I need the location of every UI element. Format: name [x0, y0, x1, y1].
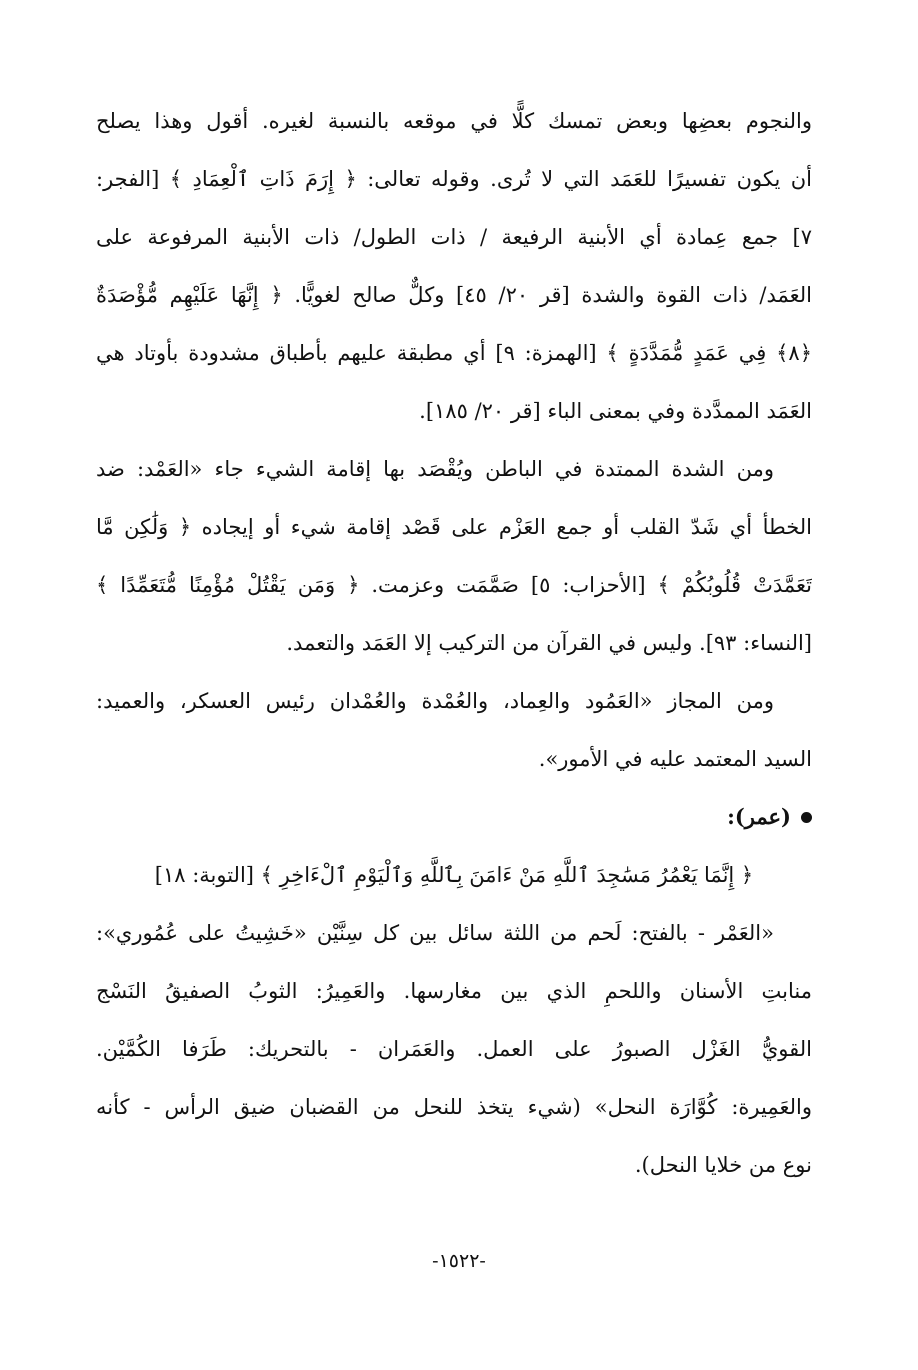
text-line: منابتِ الأسنان واللحمِ الذي بين مغارسها. والعَمِيرُ: الثوبُ الصفيقُ النَسْج [96, 979, 812, 1003]
entry-heading [96, 788, 812, 846]
text-line: ٧] جمع عِمادة أي الأبنية الرفيعة / ذات الطول/ ذات الأبنية المرفوعة على [96, 225, 812, 249]
page-number: -١٥٢٢- [432, 1250, 486, 1272]
page-body [96, 92, 812, 1194]
text-line: تَعَمَّدَتْ قُلُوبُكُمْ ﴾ [الأحزاب: ٥] صَمَّمَت وعزمت. ﴿ وَمَن يَقْتُلْ مُؤْمِنًا مُّتَعَمِّدًا ﴾ [96, 573, 812, 597]
text-line: الخطأ أي شَدّ القلب أو جمع العَزْم على قَصْد إقامة شيء أو إيجاده ﴿ وَلَٰكِن مَّا [96, 515, 812, 539]
definition-paragraph [96, 904, 812, 1194]
text-line: العَمَد الممدَّدة وفي بمعنى الباء [قر ٢٠/ ١٨٥]. [419, 399, 812, 423]
text-line: القويُّ الغَزْل الصبورُ على العمل. والعَمَران - بالتحريك: طَرَفا الكُمَّيْن. [96, 1037, 812, 1061]
text-line: ومن المجاز «العَمُود والعِماد، والعُمْدة والعُمْدان رئيس العسكر، والعميد: [96, 689, 774, 713]
paragraph-3 [96, 672, 812, 788]
text-line: السيد المعتمد عليه في الأمور». [538, 747, 812, 771]
quran-verse: ﴿ إِنَّمَا يَعْمُرُ مَسَٰجِدَ ٱللَّهِ مَنْ ءَامَنَ بِٱللَّهِ وَٱلْيَوْمِ ٱلْءَاخِرِ ﴾ [التوبة: ١٨] [154, 863, 754, 887]
text-line: والعَمِيرة: كُوَّارَة النحل» (شيء يتخذ للنحل من القضبان ضيق الرأس - كأنه [96, 1095, 812, 1119]
text-line: ﴿٨﴾ فِي عَمَدٍ مُّمَدَّدَةٍ ﴾ [الهمزة: ٩] أي مطبقة عليهم بأطباق مشدودة بأوتاد هي [96, 341, 812, 365]
entry-root: (عمر): [727, 804, 791, 829]
bullet-icon [801, 812, 812, 823]
text-line: العَمَد/ ذات القوة والشدة [قر ٢٠/ ٤٥] وكلٌّ صالح لغويًّا. ﴿ إِنَّهَا عَلَيْهِم مُّؤْصَدَةٌ [96, 283, 812, 307]
paragraph-2 [96, 440, 812, 672]
text-line: نوع من خلايا النحل). [634, 1153, 812, 1177]
text-line: «العَمْر - بالفتح: لَحم من اللثة سائل بين كل سِنَّيْن «خَشِيتُ على عُمُوري»: [96, 921, 774, 945]
text-line: أن يكون تفسيرًا للعَمَد التي لا تُرى. وقوله تعالى: ﴿ إِرَمَ ذَاتِ ٱلْعِمَادِ ﴾ [الفجر: [96, 167, 812, 191]
text-line: [النساء: ٩٣]. وليس في القرآن من التركيب إلا العَمَد والتعمد. [286, 631, 812, 655]
paragraph-1 [96, 92, 812, 440]
text-line: والنجوم بعضِها وبعض تمسك كلًّا في موقعه بالنسبة لغيره. أقول وهذا يصلح [96, 109, 812, 133]
text-line: ومن الشدة الممتدة في الباطن ويُقْصَد بها إقامة الشيء جاء «العَمْد: ضد [96, 457, 774, 481]
